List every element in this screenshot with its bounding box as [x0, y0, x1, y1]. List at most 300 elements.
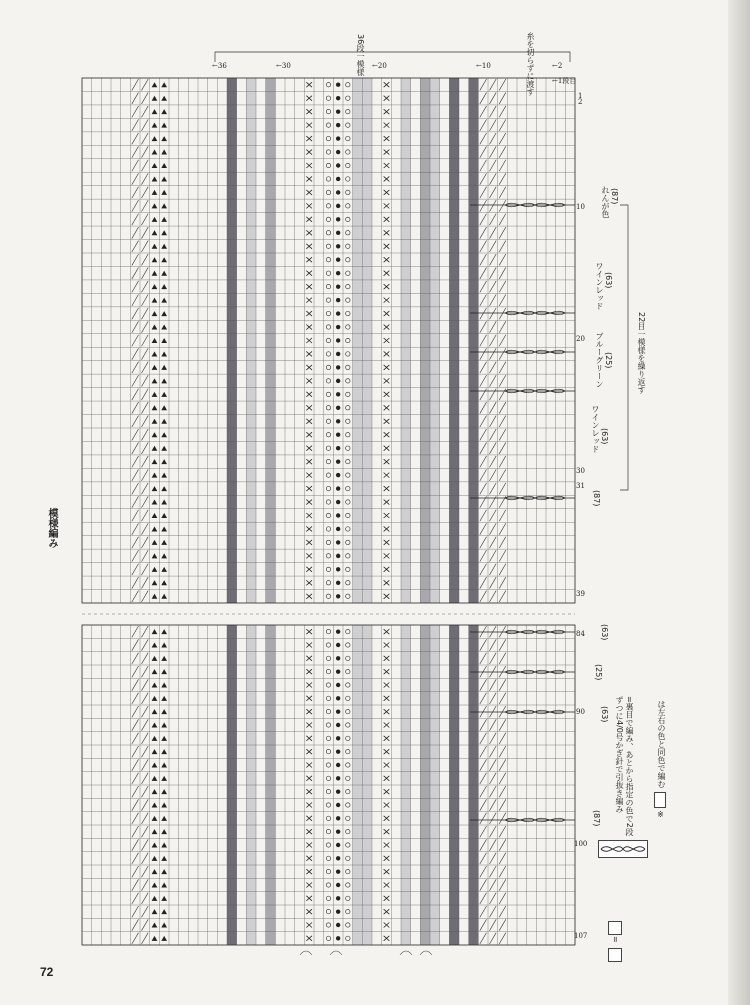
- cross-symbol: [306, 392, 312, 397]
- slash-symbol: [490, 362, 497, 373]
- triangle-symbol: [161, 432, 167, 437]
- open-circle: [326, 883, 330, 887]
- open-circle: [346, 749, 350, 753]
- stripe-column: [430, 78, 440, 603]
- slash-symbol: [499, 906, 506, 917]
- triangle-symbol: [161, 540, 167, 545]
- slash-symbol: [499, 92, 506, 103]
- open-circle: [346, 513, 350, 517]
- triangle-symbol: [161, 486, 167, 491]
- slash-symbol: [490, 227, 497, 238]
- slash-symbol: [499, 200, 506, 211]
- open-circle: [346, 83, 350, 87]
- slash-symbol: [142, 496, 149, 507]
- slash-symbol: [132, 187, 139, 198]
- note-brick-color: れんが色: [601, 186, 610, 218]
- cross-symbol: [306, 405, 312, 410]
- open-circle: [326, 829, 330, 833]
- cross-symbol: [384, 419, 390, 424]
- slash-symbol: [499, 746, 506, 757]
- slash-symbol: [132, 119, 139, 130]
- yarn-loop-mark: [330, 951, 342, 955]
- stripe-column: [266, 78, 276, 603]
- open-circle: [346, 486, 350, 490]
- filled-circle: [336, 723, 340, 727]
- open-circle: [326, 669, 330, 673]
- open-circle: [346, 163, 350, 167]
- open-circle: [326, 177, 330, 181]
- triangle-symbol: [152, 803, 158, 808]
- cross-symbol: [384, 271, 390, 276]
- cross-symbol: [306, 338, 312, 343]
- slash-symbol: [132, 241, 139, 252]
- slash-symbol: [490, 483, 497, 494]
- triangle-symbol: [152, 843, 158, 848]
- slash-symbol: [132, 442, 139, 453]
- triangle-symbol: [152, 82, 158, 87]
- open-circle: [326, 567, 330, 571]
- filled-circle: [336, 419, 340, 423]
- slash-symbol: [499, 866, 506, 877]
- open-circle: [326, 406, 330, 410]
- filled-circle: [336, 271, 340, 275]
- open-circle: [346, 789, 350, 793]
- triangle-symbol: [161, 594, 167, 599]
- slash-symbol: [132, 496, 139, 507]
- cross-symbol: [306, 284, 312, 289]
- legend-crossed-note: =裏目で編み、あとから指定の色で2段ずつに4/0号かぎ針で引抜き編み: [615, 696, 634, 836]
- open-circle: [326, 338, 330, 342]
- triangle-symbol: [161, 163, 167, 168]
- slash-symbol: [490, 416, 497, 427]
- filled-circle: [336, 581, 340, 585]
- slash-symbol: [142, 469, 149, 480]
- filled-circle: [336, 643, 340, 647]
- filled-circle: [336, 123, 340, 127]
- slash-symbol: [142, 719, 149, 730]
- triangle-symbol: [152, 351, 158, 356]
- slash-symbol: [480, 693, 487, 704]
- triangle-symbol: [161, 217, 167, 222]
- slash-symbol: [480, 799, 487, 810]
- slash-symbol: [490, 537, 497, 548]
- triangle-symbol: [161, 123, 167, 128]
- filled-circle: [336, 352, 340, 356]
- cross-symbol: [384, 594, 390, 599]
- cross-symbol: [306, 656, 312, 661]
- stripe-column: [469, 78, 479, 603]
- open-circle: [346, 298, 350, 302]
- slash-symbol: [142, 653, 149, 664]
- stripe-column: [420, 78, 430, 603]
- open-circle: [326, 843, 330, 847]
- slash-symbol: [132, 906, 139, 917]
- open-circle: [326, 459, 330, 463]
- slash-symbol: [142, 442, 149, 453]
- header-carry-yarn-label: 糸を切らずに渡す: [526, 32, 535, 96]
- cross-symbol: [306, 749, 312, 754]
- open-circle: [326, 258, 330, 262]
- slash-symbol: [142, 523, 149, 534]
- slash-symbol: [490, 510, 497, 521]
- triangle-symbol: [152, 923, 158, 928]
- slash-symbol: [142, 308, 149, 319]
- filled-circle: [336, 709, 340, 713]
- open-circle: [326, 190, 330, 194]
- slash-symbol: [490, 442, 497, 453]
- slash-symbol: [490, 469, 497, 480]
- triangle-symbol: [161, 526, 167, 531]
- slash-symbol: [132, 214, 139, 225]
- slash-symbol: [132, 227, 139, 238]
- slash-symbol: [142, 879, 149, 890]
- cross-symbol: [306, 736, 312, 741]
- cross-symbol: [306, 723, 312, 728]
- slash-symbol: [490, 402, 497, 413]
- open-circle: [346, 190, 350, 194]
- slash-symbol: [142, 537, 149, 548]
- slash-symbol: [499, 308, 506, 319]
- open-circle: [346, 843, 350, 847]
- filled-circle: [336, 204, 340, 208]
- slash-symbol: [490, 79, 497, 90]
- triangle-symbol: [161, 136, 167, 141]
- slash-symbol: [132, 308, 139, 319]
- lower-note-63b: (63): [600, 706, 609, 723]
- triangle-symbol: [152, 500, 158, 505]
- filled-circle: [336, 486, 340, 490]
- cross-symbol: [384, 749, 390, 754]
- open-circle: [346, 500, 350, 504]
- slash-symbol: [142, 375, 149, 386]
- open-circle: [326, 789, 330, 793]
- open-circle: [326, 284, 330, 288]
- triangle-symbol: [161, 500, 167, 505]
- slash-symbol: [142, 335, 149, 346]
- slash-symbol: [480, 679, 487, 690]
- lower-note-63a: (63): [600, 624, 609, 641]
- cross-symbol: [384, 351, 390, 356]
- cross-symbol: [384, 629, 390, 634]
- slash-symbol: [499, 759, 506, 770]
- slash-symbol: [490, 389, 497, 400]
- stripe-column: [401, 78, 411, 603]
- slash-symbol: [499, 321, 506, 332]
- slash-symbol: [490, 893, 497, 904]
- slash-symbol: [490, 786, 497, 797]
- triangle-symbol: [161, 789, 167, 794]
- slash-symbol: [142, 853, 149, 864]
- legend-note-mark: ※: [656, 810, 665, 819]
- slash-symbol: [490, 866, 497, 877]
- cross-symbol: [306, 446, 312, 451]
- slash-symbol: [499, 919, 506, 930]
- slash-symbol: [499, 879, 506, 890]
- slash-symbol: [490, 733, 497, 744]
- slash-symbol: [142, 173, 149, 184]
- slash-symbol: [480, 853, 487, 864]
- slash-symbol: [480, 335, 487, 346]
- slash-symbol: [490, 550, 497, 561]
- slash-symbol: [480, 813, 487, 824]
- cross-symbol: [306, 150, 312, 155]
- open-circle: [346, 643, 350, 647]
- slash-symbol: [499, 335, 506, 346]
- open-circle: [326, 554, 330, 558]
- slash-symbol: [480, 429, 487, 440]
- open-circle: [326, 594, 330, 598]
- cross-symbol: [306, 271, 312, 276]
- cross-symbol: [384, 500, 390, 505]
- row-num-39: 39: [576, 590, 585, 598]
- slash-symbol: [499, 483, 506, 494]
- row-num-107: 107: [574, 932, 588, 940]
- filled-circle: [336, 896, 340, 900]
- slash-symbol: [490, 679, 497, 690]
- slash-symbol: [499, 799, 506, 810]
- slash-symbol: [132, 919, 139, 930]
- cross-symbol: [306, 594, 312, 599]
- filled-circle: [336, 513, 340, 517]
- triangle-symbol: [152, 163, 158, 168]
- triangle-symbol: [161, 405, 167, 410]
- open-circle: [326, 683, 330, 687]
- slash-symbol: [132, 335, 139, 346]
- cross-symbol: [306, 163, 312, 168]
- filled-circle: [336, 459, 340, 463]
- slash-symbol: [132, 389, 139, 400]
- triangle-symbol: [152, 594, 158, 599]
- open-circle: [326, 217, 330, 221]
- cross-symbol: [306, 96, 312, 101]
- cross-symbol: [306, 82, 312, 87]
- open-circle: [346, 527, 350, 531]
- triangle-symbol: [161, 656, 167, 661]
- open-circle: [326, 446, 330, 450]
- slash-symbol: [480, 893, 487, 904]
- slash-symbol: [490, 267, 497, 278]
- slash-symbol: [490, 591, 497, 602]
- slash-symbol: [490, 523, 497, 534]
- stripe-column: [362, 78, 372, 603]
- slash-symbol: [142, 906, 149, 917]
- slash-symbol: [490, 146, 497, 157]
- slash-symbol: [480, 294, 487, 305]
- open-circle: [346, 723, 350, 727]
- cross-symbol: [384, 365, 390, 370]
- triangle-symbol: [152, 723, 158, 728]
- slash-symbol: [490, 813, 497, 824]
- triangle-symbol: [161, 203, 167, 208]
- triangle-symbol: [161, 446, 167, 451]
- slash-symbol: [142, 160, 149, 171]
- slash-symbol: [490, 254, 497, 265]
- filled-circle: [336, 392, 340, 396]
- open-circle: [346, 709, 350, 713]
- slash-symbol: [499, 362, 506, 373]
- triangle-symbol: [152, 883, 158, 888]
- slash-symbol: [132, 416, 139, 427]
- slash-symbol: [480, 79, 487, 90]
- cross-symbol: [384, 96, 390, 101]
- triangle-symbol: [152, 271, 158, 276]
- triangle-symbol: [152, 709, 158, 714]
- cross-symbol: [306, 909, 312, 914]
- open-circle: [326, 776, 330, 780]
- slash-symbol: [132, 564, 139, 575]
- slash-symbol: [142, 214, 149, 225]
- open-circle: [346, 683, 350, 687]
- slash-symbol: [499, 469, 506, 480]
- slash-symbol: [499, 591, 506, 602]
- note-wine-red-1: ワインレッド: [595, 262, 604, 310]
- cross-symbol: [384, 459, 390, 464]
- yarn-loop-mark: [400, 951, 412, 955]
- slash-symbol: [480, 510, 487, 521]
- cross-symbol: [384, 109, 390, 114]
- slash-symbol: [142, 254, 149, 265]
- cross-symbol: [384, 540, 390, 545]
- slash-symbol: [490, 719, 497, 730]
- slash-symbol: [490, 577, 497, 588]
- cross-symbol: [306, 580, 312, 585]
- cross-symbol: [384, 392, 390, 397]
- cross-symbol: [306, 351, 312, 356]
- note-wine-red-2: ワインレッド: [591, 405, 600, 453]
- slash-symbol: [142, 348, 149, 359]
- slash-symbol: [480, 826, 487, 837]
- slash-symbol: [499, 416, 506, 427]
- cross-symbol: [306, 459, 312, 464]
- cross-symbol: [384, 553, 390, 558]
- open-circle: [326, 271, 330, 275]
- filled-circle: [336, 231, 340, 235]
- open-circle: [346, 923, 350, 927]
- cross-symbol: [306, 244, 312, 249]
- triangle-symbol: [152, 446, 158, 451]
- slash-symbol: [480, 786, 487, 797]
- slash-symbol: [480, 746, 487, 757]
- slash-symbol: [142, 241, 149, 252]
- slash-symbol: [142, 919, 149, 930]
- triangle-symbol: [161, 150, 167, 155]
- slash-symbol: [142, 483, 149, 494]
- cross-symbol: [384, 789, 390, 794]
- cross-symbol: [384, 856, 390, 861]
- slash-symbol: [480, 919, 487, 930]
- slash-symbol: [142, 786, 149, 797]
- filled-circle: [336, 500, 340, 504]
- filled-circle: [336, 803, 340, 807]
- open-circle: [346, 338, 350, 342]
- note-repeat: 22目一模様を繰り返す: [637, 312, 646, 395]
- slash-symbol: [490, 92, 497, 103]
- triangle-symbol: [152, 656, 158, 661]
- slash-symbol: [480, 173, 487, 184]
- cross-symbol: [306, 203, 312, 208]
- note-code-87: (87): [592, 490, 601, 507]
- filled-circle: [336, 338, 340, 342]
- open-circle: [326, 379, 330, 383]
- slash-symbol: [499, 429, 506, 440]
- cross-symbol: [384, 432, 390, 437]
- triangle-symbol: [152, 763, 158, 768]
- cross-symbol: [384, 736, 390, 741]
- slash-symbol: [480, 362, 487, 373]
- filled-circle: [336, 567, 340, 571]
- cross-symbol: [306, 669, 312, 674]
- slash-symbol: [480, 160, 487, 171]
- triangle-symbol: [152, 513, 158, 518]
- triangle-symbol: [152, 311, 158, 316]
- page-number: 72: [40, 965, 54, 979]
- open-circle: [346, 803, 350, 807]
- slash-symbol: [132, 719, 139, 730]
- cross-symbol: [306, 776, 312, 781]
- triangle-symbol: [152, 776, 158, 781]
- triangle-symbol: [152, 432, 158, 437]
- slash-symbol: [132, 483, 139, 494]
- slash-symbol: [142, 639, 149, 650]
- triangle-symbol: [152, 856, 158, 861]
- repeat-bracket: [215, 52, 570, 62]
- filled-circle: [336, 683, 340, 687]
- slash-symbol: [490, 335, 497, 346]
- slash-symbol: [142, 550, 149, 561]
- slash-symbol: [490, 933, 497, 944]
- slash-symbol: [132, 679, 139, 690]
- slash-symbol: [490, 919, 497, 930]
- filled-circle: [336, 540, 340, 544]
- slash-symbol: [499, 839, 506, 850]
- slash-symbol: [132, 826, 139, 837]
- slash-symbol: [132, 281, 139, 292]
- open-circle: [346, 217, 350, 221]
- slash-symbol: [142, 267, 149, 278]
- cross-symbol: [306, 829, 312, 834]
- filled-circle: [336, 406, 340, 410]
- open-circle: [326, 298, 330, 302]
- slash-symbol: [490, 348, 497, 359]
- header-repeat-label: 36段一模様: [356, 34, 365, 77]
- triangle-symbol: [152, 736, 158, 741]
- open-circle: [346, 109, 350, 113]
- top-row-20: ←20: [372, 62, 387, 70]
- filled-circle: [336, 379, 340, 383]
- slash-symbol: [132, 254, 139, 265]
- slash-symbol: [499, 773, 506, 784]
- slash-symbol: [480, 348, 487, 359]
- triangle-symbol: [152, 540, 158, 545]
- cross-symbol: [384, 709, 390, 714]
- open-circle: [326, 696, 330, 700]
- open-circle: [326, 96, 330, 100]
- cross-symbol: [384, 696, 390, 701]
- cross-symbol: [306, 696, 312, 701]
- triangle-symbol: [161, 883, 167, 888]
- open-circle: [346, 433, 350, 437]
- triangle-symbol: [152, 150, 158, 155]
- cross-symbol: [384, 723, 390, 728]
- triangle-symbol: [152, 392, 158, 397]
- slash-symbol: [490, 200, 497, 211]
- slash-symbol: [499, 719, 506, 730]
- slash-symbol: [480, 321, 487, 332]
- slash-symbol: [490, 639, 497, 650]
- open-circle: [346, 136, 350, 140]
- slash-symbol: [499, 679, 506, 690]
- slash-symbol: [480, 773, 487, 784]
